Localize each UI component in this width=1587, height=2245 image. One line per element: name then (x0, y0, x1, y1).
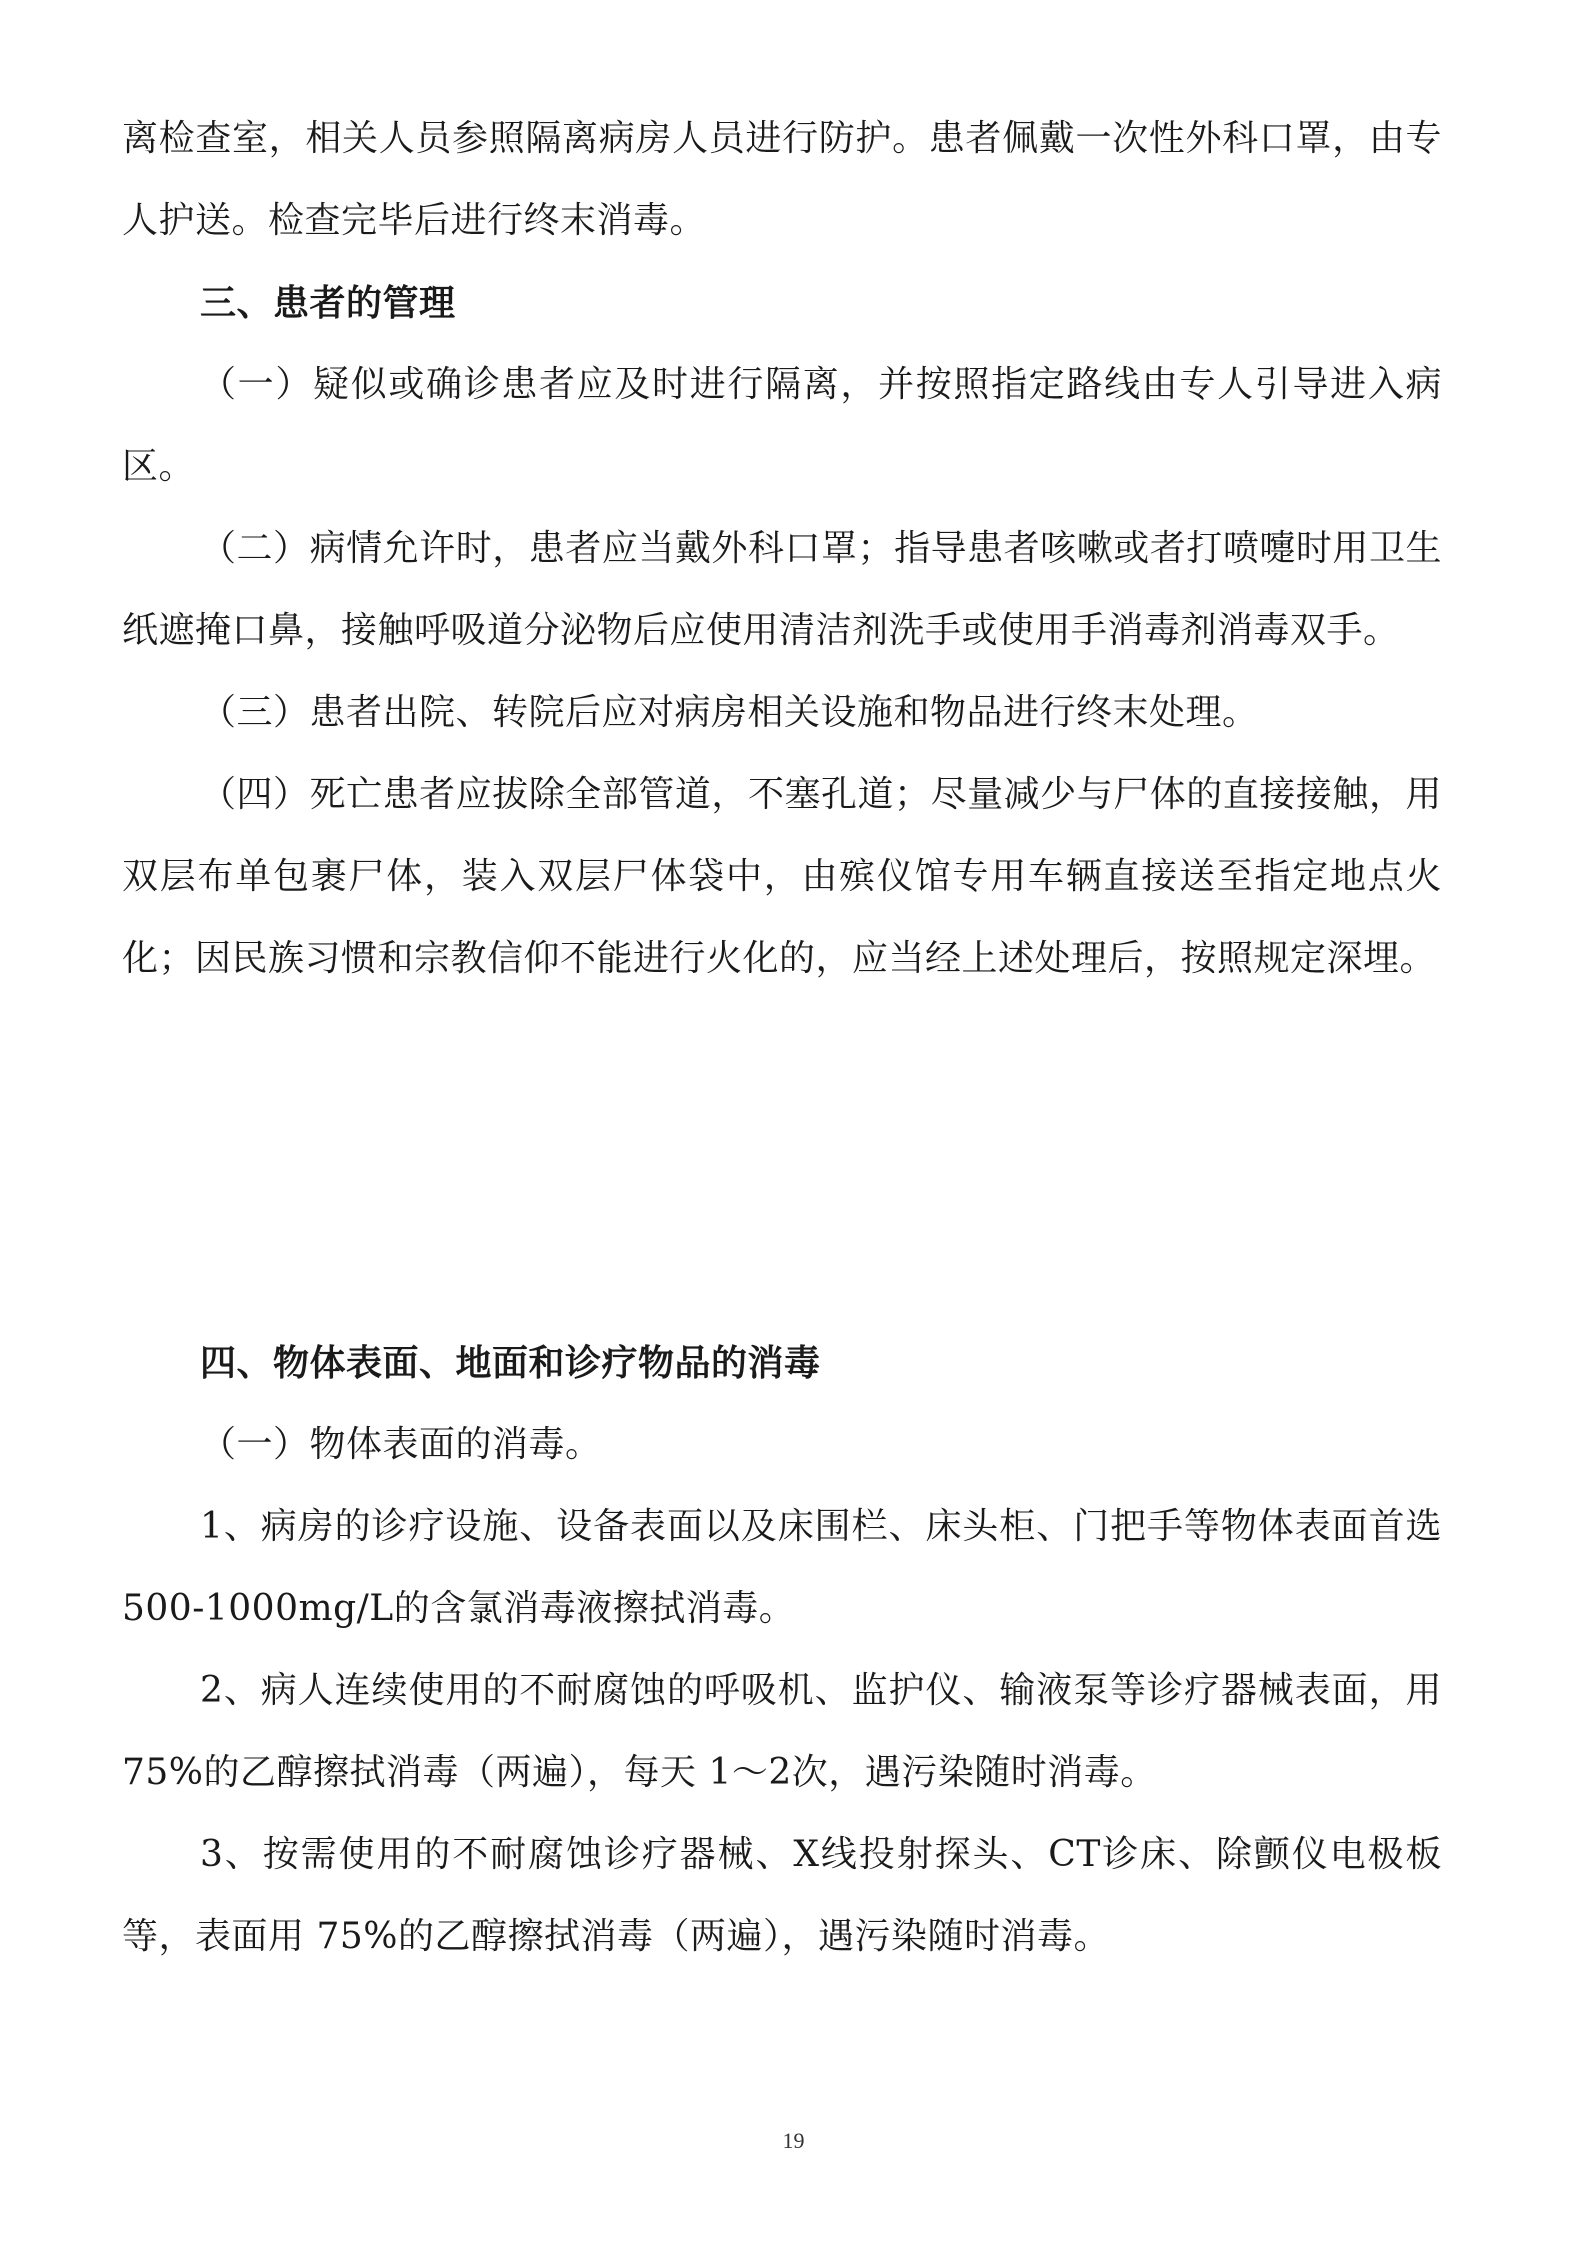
section-heading-3: 三、患者的管理 (200, 282, 456, 324)
paragraph-point-2: 2、病人连续使用的不耐腐蚀的呼吸机、监护仪、输液泵等诊疗器械表面，用 75%的乙醇擦拭消毒（两遍），每天 1～2次，遇污染随时消毒。 (122, 1670, 1442, 1793)
paragraph-item-2: （二）病情允许时，患者应当戴外科口罩；指导患者咳嗽或者打喷嚏时用卫生纸遮掩口鼻，接触呼吸道分泌物后应使用清洁剂洗手或使用手消毒剂消毒双手。 (122, 528, 1442, 651)
paragraph-point-3: 3、按需使用的不耐腐蚀诊疗器械、X线投射探头、CT诊床、除颤仪电极板等，表面用 75%的乙醇擦拭消毒（两遍），遇污染随时消毒。 (122, 1834, 1442, 1957)
paragraph-item-4: （四）死亡患者应拔除全部管道，不塞孔道；尽量减少与尸体的直接接触，用双层布单包裹尸体，装入双层尸体袋中，由殡仪馆专用车辆直接送至指定地点火化；因民族习惯和宗教信仰不能进行火化的，应当经上述处理后，按照规定深埋。 (122, 774, 1442, 979)
section-heading-4: 四、物体表面、地面和诊疗物品的消毒 (200, 1342, 821, 1384)
paragraph-item-1: （一）疑似或确诊患者应及时进行隔离，并按照指定路线由专人引导进入病区。 (122, 364, 1442, 487)
page-number: 19 (782, 2128, 805, 2153)
paragraph-item-3: （三）患者出院、转院后应对病房相关设施和物品进行终末处理。 (200, 692, 1259, 733)
paragraph-continuation: 离检查室，相关人员参照隔离病房人员进行防护。患者佩戴一次性外科口罩，由专人护送。检查完毕后进行终末消毒。 (122, 118, 1442, 241)
text-block-lower (122, 1322, 1442, 1978)
paragraph-point-1: 1、病房的诊疗设施、设备表面以及床围栏、床头柜、门把手等物体表面首选 500-1000mg/L的含氯消毒液擦拭消毒。 (122, 1506, 1442, 1629)
paragraph-subheading-1: （一）物体表面的消毒。 (200, 1424, 602, 1465)
text-block-upper (122, 98, 1442, 1000)
